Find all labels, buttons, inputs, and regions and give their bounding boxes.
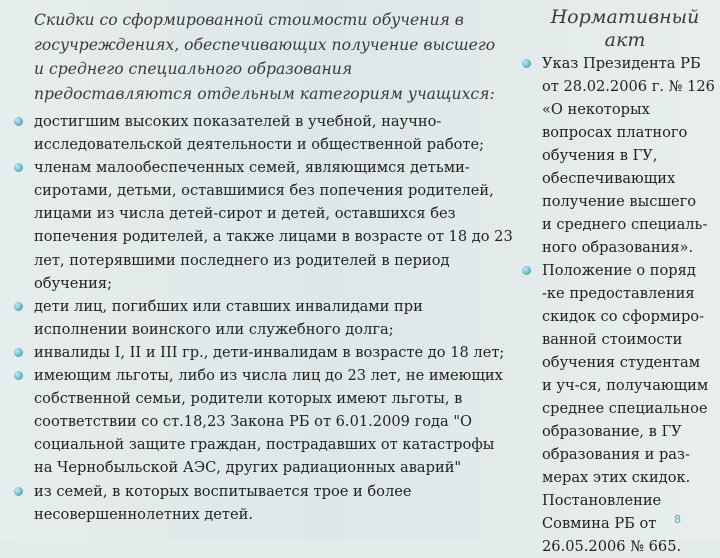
item-line: лет, потерявшими последнего из родителей в период [34, 251, 450, 269]
regulation-line: скидок со сформиро- [542, 308, 705, 325]
item-line: собственной семьи, родители которых имеют льготы, в [34, 390, 463, 408]
heading-line: Скидки со сформированной стоимости обучения в [34, 11, 464, 29]
item-line: несовершеннолетних детей. [34, 505, 253, 523]
list-item [14, 110, 526, 156]
list-item [14, 156, 526, 295]
regulation-block [532, 259, 718, 558]
item-line: достигшим высоких показателей в учебной, научно- [34, 113, 442, 130]
heading-line: Нормативный [550, 6, 700, 28]
discounts-column [14, 8, 526, 526]
list-item [14, 364, 526, 479]
bullet-icon [522, 266, 531, 275]
decree-line: и среднего специаль- [542, 216, 708, 233]
regulation-line: образование, в ГУ [542, 423, 682, 440]
item-line: социальной защите граждан, пострадавших от катастрофы [34, 436, 495, 454]
decree-line: ного образования». [542, 239, 694, 256]
list-item [14, 480, 526, 526]
decree-line: получение высшего [542, 193, 697, 210]
bullet-icon [14, 117, 23, 126]
regulation-line: образования и раз- [542, 446, 690, 463]
heading-line: госучреждениях, обеспечивающих получение высшего [34, 35, 496, 54]
regulation-line: и уч-ся, получающим [542, 377, 709, 394]
item-line: исполнении воинского или служебного долга; [34, 320, 394, 338]
regulation-line: Постановление [542, 492, 662, 509]
item-line: лицами из числа детей-сирот и детей, оставшихся без [34, 205, 456, 223]
regulation-line: обучения студентам [542, 354, 701, 371]
regulation-line: 26.05.2006 № 665. [542, 538, 682, 555]
list-item [14, 295, 526, 341]
category-list [14, 110, 526, 526]
heading-line: предоставляются отдельным категориям учащихся: [34, 84, 495, 103]
bullet-icon [14, 163, 23, 172]
bullet-icon [14, 302, 23, 311]
regulation-line: мерах этих скидок. [542, 469, 691, 486]
decree-line: вопросах платного [542, 124, 688, 141]
regulation-line: Положение о поряд [542, 262, 696, 279]
bullet-icon [14, 487, 23, 496]
item-line: обучения; [34, 274, 113, 292]
item-line: дети лиц, погибших или ставших инвалидами при [34, 297, 423, 315]
item-line: на Чернобыльской АЭС, других радиационных аварий" [34, 459, 462, 477]
decree-line: от 28.02.2006 г. № 126 [542, 78, 715, 95]
heading-line: и среднего специального образования [34, 60, 353, 78]
heading-line: акт [604, 29, 646, 51]
decree-line: «О некоторых [542, 101, 650, 118]
normative-act-heading [532, 6, 718, 52]
decree-block [532, 52, 718, 259]
item-line: попечения родителей, а также лицами в возрасте от 18 до 23 [34, 228, 513, 246]
item-line: инвалиды I, II и III гр., дети-инвалидам в возрасте до 18 лет; [34, 343, 505, 361]
regulation-line: среднее специальное [542, 400, 708, 417]
regulation-line: ванной стоимости [542, 331, 683, 348]
decree-line: обучения в ГУ, [542, 147, 658, 164]
bullet-icon [522, 59, 531, 68]
decree-line: обеспечивающих [542, 170, 676, 187]
item-line: соответствии со ст.18,23 Закона РБ от 6.01.2009 года "О [34, 413, 472, 431]
item-line: имеющим льготы, либо из числа лиц до 23 лет, не имеющих [34, 367, 503, 385]
item-line: из семей, в которых воспитывается трое и более [34, 482, 412, 500]
list-item [14, 341, 526, 364]
bullet-icon [14, 348, 23, 357]
regulation-line: -ке предоставления [542, 285, 695, 302]
discounts-heading [14, 8, 526, 106]
item-line: исследовательской деятельности и общественной работе; [34, 136, 485, 154]
item-line: сиротами, детьми, оставшимися без попечения родителей, [34, 182, 494, 200]
item-line: членам малообеспеченных семей, являющимся детьми- [34, 159, 470, 177]
bullet-icon [14, 371, 23, 380]
normative-act-column [532, 6, 718, 558]
page-number: 8 [674, 513, 681, 526]
decree-line: Указ Президента РБ [542, 55, 701, 72]
regulation-line: Совмина РБ от [542, 515, 657, 532]
